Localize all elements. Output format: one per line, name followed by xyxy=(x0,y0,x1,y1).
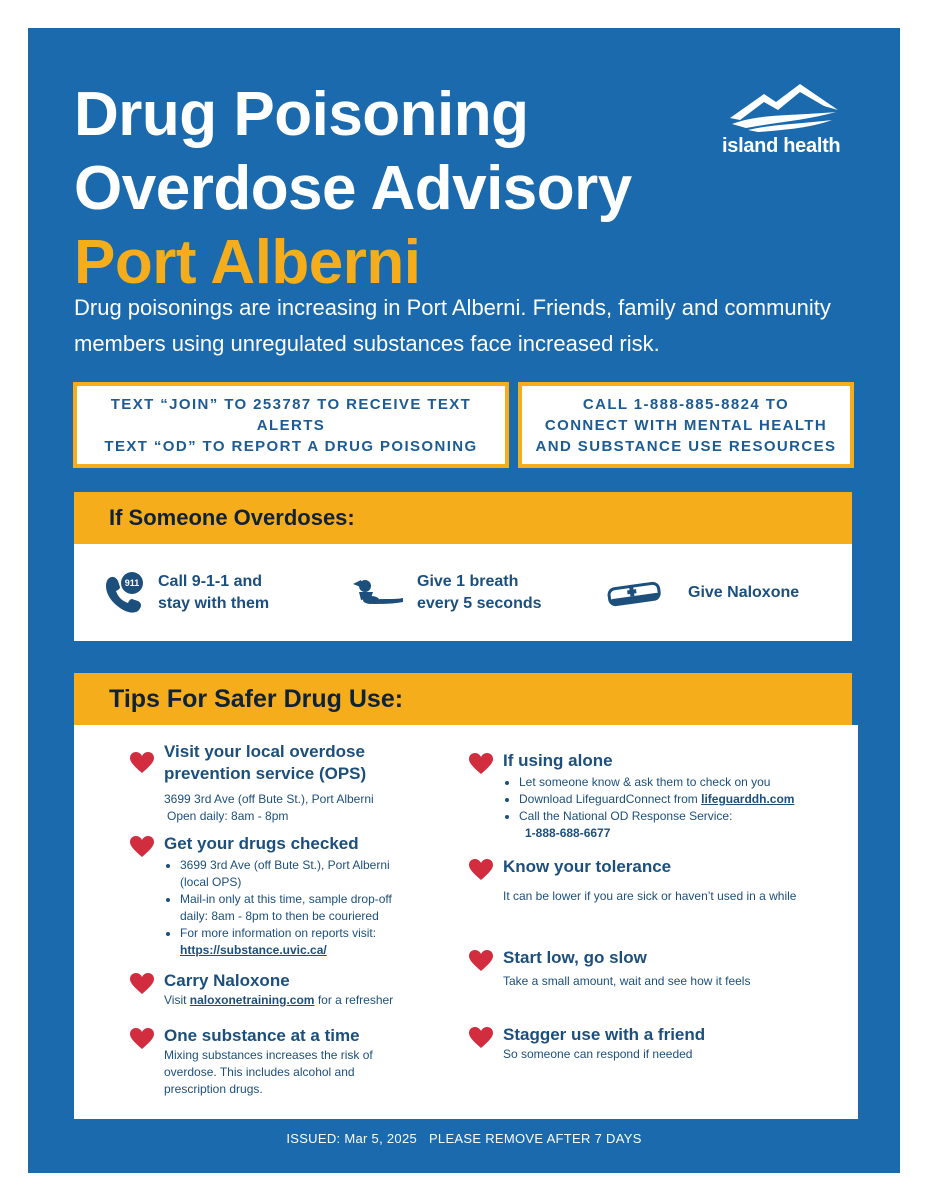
naloxone-training-link[interactable]: naloxonetraining.com xyxy=(189,993,315,1007)
alone-download-text: Download LifeguardConnect from xyxy=(519,792,702,806)
page-title xyxy=(74,78,632,300)
overdose-heading: If Someone Overdoses: xyxy=(74,492,852,544)
text-od-line: TEXT “OD” TO REPORT A DRUG POISONING xyxy=(104,437,478,455)
heart-icon xyxy=(469,753,493,775)
tip-slow-text: Take a small amount, wait and see how it feels xyxy=(503,974,751,988)
rescue-breath-icon xyxy=(349,578,405,608)
step-call-911-line-1: Call 9-1-1 and xyxy=(158,572,263,590)
checked-info-text: For more information on reports visit: xyxy=(180,926,377,940)
heart-icon xyxy=(130,1028,154,1050)
checked-item-mailin: • Mail-in only at this time, sample drop-off daily: 8am - 8pm to then be couriered xyxy=(180,891,400,925)
checked-list xyxy=(164,857,400,959)
tips-heading: Tips For Safer Drug Use: xyxy=(74,673,852,725)
step-call-911 xyxy=(102,544,269,641)
title-line-2: Overdose Advisory xyxy=(74,154,632,223)
island-health-logo xyxy=(722,80,846,160)
alone-item-download xyxy=(519,791,823,808)
mountain-logo-icon xyxy=(728,80,840,132)
text-alert-box xyxy=(73,382,509,468)
tip-checked-title: Get your drugs checked xyxy=(164,834,359,853)
tip-tolerance-text: It can be lower if you are sick or haven’t used in a while xyxy=(503,889,797,903)
step-give-naloxone xyxy=(606,544,799,641)
step-call-911-line-2: stay with them xyxy=(158,594,270,612)
tip-stagger-use xyxy=(503,1024,823,1063)
tip-ops-title-1: Visit your local overdose xyxy=(164,742,365,761)
overdose-steps xyxy=(74,544,852,641)
heart-icon xyxy=(130,973,154,995)
tip-stagger-title: Stagger use with a friend xyxy=(503,1025,706,1044)
tip-know-tolerance xyxy=(503,856,823,905)
heart-icon xyxy=(469,1027,493,1049)
checked-item-address: • 3699 3rd Ave (off Bute St.), Port Alberni (local OPS) xyxy=(180,857,400,891)
phone-911-icon xyxy=(102,571,146,615)
text-join-line: TEXT “JOIN” TO 253787 TO RECEIVE TEXT ALERTS xyxy=(110,395,472,434)
alone-list xyxy=(503,774,823,825)
call-line-2: CONNECT WITH MENTAL HEALTH xyxy=(544,416,828,434)
heart-icon xyxy=(469,950,493,972)
badge-911: 911 xyxy=(124,577,140,588)
alone-item-tell: • Let someone know & ask them to check on you xyxy=(519,774,823,791)
tip-alone-title: If using alone xyxy=(503,751,613,770)
ops-hours: Open daily: 8am - 8pm xyxy=(167,809,289,823)
step-naloxone-label: Give Naloxone xyxy=(688,583,800,601)
checked-item-info xyxy=(180,925,400,959)
tip-visit-ops xyxy=(164,741,414,825)
od-response-phone: 1-888-688-6677 xyxy=(525,826,611,840)
title-city: Port Alberni xyxy=(74,228,421,297)
call-resources-box xyxy=(518,382,854,468)
tip-slow-title: Start low, go slow xyxy=(503,948,647,967)
alone-item-call: • Call the National OD Response Service: xyxy=(519,808,823,825)
tip-using-alone xyxy=(503,750,823,842)
heart-icon xyxy=(130,836,154,858)
title-line-1: Drug Poisoning xyxy=(74,80,529,149)
heart-icon xyxy=(469,859,493,881)
ops-address: 3699 3rd Ave (off Bute St.), Port Alberni xyxy=(164,792,374,806)
step-give-breath xyxy=(349,544,542,641)
step-breath-line-2: every 5 seconds xyxy=(417,594,542,612)
tip-tolerance-title: Know your tolerance xyxy=(503,857,672,876)
lifeguard-link[interactable]: lifeguarddh.com xyxy=(701,792,795,806)
heart-icon xyxy=(130,752,154,774)
tip-drug-checking xyxy=(164,833,400,959)
tip-carry-naloxone xyxy=(164,970,414,1009)
naloxone-kit-icon xyxy=(606,578,662,608)
tip-start-low xyxy=(503,947,823,990)
tip-one-substance xyxy=(164,1025,384,1098)
step-breath-line-1: Give 1 breath xyxy=(417,572,519,590)
tip-one-title: One substance at a time xyxy=(164,1026,360,1045)
logo-text: island health xyxy=(722,135,841,157)
naloxone-pre: Visit xyxy=(164,993,190,1007)
tip-ops-title-2: prevention service (OPS) xyxy=(164,764,367,783)
intro-text: Drug poisonings are increasing in Port Alberni. Friends, family and community members using unregulated substances face increased risk. xyxy=(74,295,831,356)
call-line-3: AND SUBSTANCE USE RESOURCES xyxy=(535,437,837,455)
remove-notice: PLEASE REMOVE AFTER 7 DAYS xyxy=(428,1131,642,1146)
call-line-1: CALL 1-888-885-8824 TO xyxy=(582,395,790,413)
tip-one-text: Mixing substances increases the risk of overdose. This includes alcohol and prescription drugs. xyxy=(164,1048,373,1096)
naloxone-post: for a refresher xyxy=(314,993,394,1007)
footer xyxy=(28,1131,900,1146)
substance-uvic-link[interactable]: https://substance.uvic.ca/ xyxy=(180,943,327,957)
tip-stagger-text: So someone can respond if needed xyxy=(503,1047,693,1061)
tip-naloxone-title: Carry Naloxone xyxy=(164,971,290,990)
issued-date: ISSUED: Mar 5, 2025 xyxy=(286,1131,418,1146)
